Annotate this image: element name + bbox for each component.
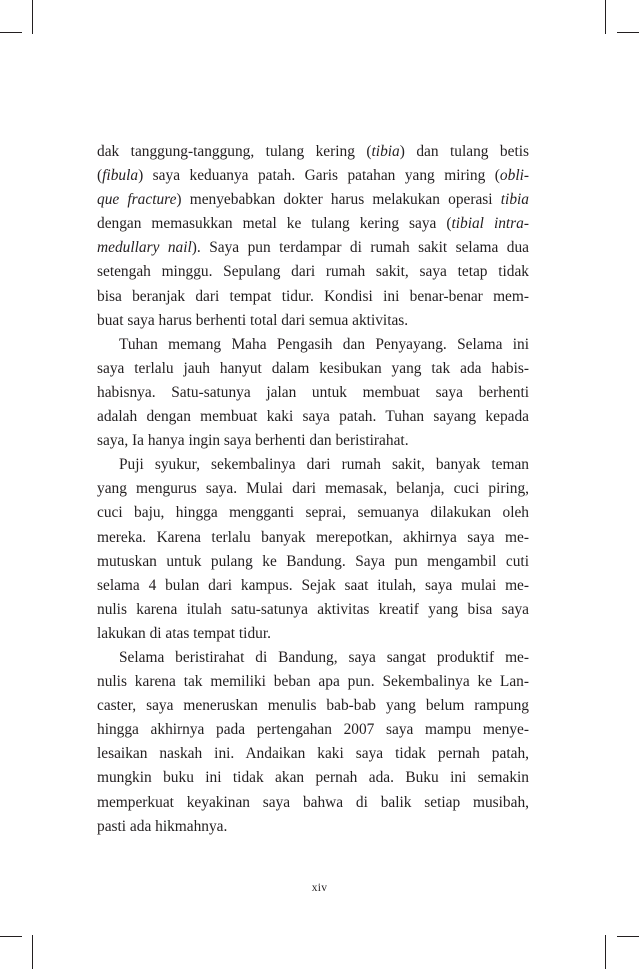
text-run: nulis karena tak memiliki beban apa pun. Sekembalinya ke Lan- (97, 673, 529, 691)
text-run: mungkin buku ini tidak akan pernah ada. Buku ini semakin (97, 769, 529, 787)
crop-mark-top-left-h (0, 32, 22, 33)
text-run: selama 4 bulan dari kampus. Sejak saat itulah, saya mulai me- (97, 576, 529, 594)
text-run: pasti ada hikmahnya. (97, 817, 228, 835)
crop-mark-top-right-h (617, 32, 639, 33)
italic-term: medullary nail (97, 239, 192, 257)
text-run: lesaikan naskah ini. Andaikan kaki saya tidak pernah patah, (97, 745, 529, 763)
text-run: saya terlalu jauh hanyut dalam kesibukan yang tak ada habis- (97, 359, 529, 377)
text-line (97, 405, 529, 429)
crop-mark-top-left (32, 0, 33, 34)
crop-mark-bottom-left (32, 935, 33, 969)
text-line (97, 212, 529, 236)
text-line (97, 429, 529, 453)
text-run: hingga akhirnya pada pertengahan 2007 saya mampu menye- (97, 721, 529, 739)
text-run: ) menyebabkan dokter harus melakukan operasi (176, 191, 501, 209)
text-line (97, 188, 529, 212)
text-run: dak tanggung-tanggung, tulang kering ( (97, 143, 372, 160)
italic-term: tibia (500, 191, 529, 209)
text-run: memperkuat keyakinan saya bahwa di balik setiap musibah, (97, 793, 529, 811)
paragraph (97, 453, 529, 646)
paragraph (97, 646, 529, 839)
text-run: dengan memasukkan metal ke tulang kering saya ( (97, 215, 452, 233)
body-text (97, 140, 529, 839)
text-line (97, 791, 529, 815)
text-run: ) dan tulang betis (399, 143, 529, 160)
text-run: cuci baju, hingga mengganti seprai, semuanya dilakukan oleh (97, 504, 529, 522)
italic-term: fibula (102, 167, 139, 185)
text-line (97, 236, 529, 260)
text-run: mutuskan untuk pulang ke Bandung. Saya pun mengambil cuti (97, 552, 529, 570)
text-line (97, 670, 529, 694)
text-line (97, 598, 529, 622)
text-line (97, 815, 529, 839)
text-run: setengah minggu. Sepulang dari rumah sakit, saya tetap tidak (97, 263, 529, 281)
text-run: ( (97, 167, 103, 185)
text-run: caster, saya meneruskan menulis bab-bab yang belum rampung (97, 697, 529, 715)
text-run: bisa beranjak dari tempat tidur. Kondisi ini benar-benar mem- (97, 287, 529, 305)
text-run: yang mengurus saya. Mulai dari memasak, belanja, cuci piring, (97, 480, 529, 498)
text-run: ). Saya pun terdampar di rumah sakit selama dua (191, 239, 529, 257)
text-line (97, 622, 529, 646)
text-run: mereka. Karena terlalu banyak merepotkan, akhirnya saya me- (97, 528, 529, 546)
text-line (97, 140, 529, 164)
text-line (97, 333, 529, 357)
text-run: Selama beristirahat di Bandung, saya sangat produktif me- (119, 648, 529, 666)
text-line (97, 357, 529, 381)
paragraph (97, 333, 529, 453)
italic-term: tibia (371, 143, 400, 160)
text-line (97, 309, 529, 333)
text-run: adalah dengan membuat kaki saya patah. Tuhan sayang kepada (97, 408, 529, 426)
text-line (97, 501, 529, 525)
text-line (97, 526, 529, 550)
text-run: nulis karena itulah satu-satunya aktivitas kreatif yang bisa saya (97, 600, 529, 618)
text-run: Tuhan memang Maha Pengasih dan Penyayang. Selama ini (119, 335, 529, 353)
crop-mark-bottom-left-h (0, 936, 22, 937)
text-line (97, 477, 529, 501)
text-line (97, 694, 529, 718)
text-run: lakukan di atas tempat tidur. (97, 624, 271, 642)
page-number: xiv (311, 882, 328, 894)
text-run: habisnya. Satu-satunya jalan untuk membuat saya berhenti (97, 383, 529, 401)
text-line (97, 718, 529, 742)
text-run: Puji syukur, sekembalinya dari rumah sakit, banyak teman (119, 456, 529, 474)
text-line (97, 742, 529, 766)
text-line (97, 550, 529, 574)
text-line (97, 285, 529, 309)
text-run: saya, Ia hanya ingin saya berhenti dan beristirahat. (97, 432, 409, 450)
crop-mark-bottom-right (605, 935, 606, 969)
text-line (97, 260, 529, 284)
text-line (97, 766, 529, 790)
text-run: ) saya keduanya patah. Garis patahan yang miring ( (138, 167, 500, 185)
crop-mark-bottom-right-h (617, 936, 639, 937)
text-line (97, 453, 529, 477)
text-line (97, 574, 529, 598)
text-line (97, 381, 529, 405)
text-run: buat saya harus berhenti total dari semua aktivitas. (97, 311, 409, 329)
text-line (97, 164, 529, 188)
paragraph (97, 140, 529, 333)
text-line (97, 646, 529, 670)
italic-term: que fracture (97, 191, 177, 209)
crop-mark-top-right (605, 0, 606, 34)
italic-term: tibial intra- (451, 215, 529, 233)
italic-term: obli- (499, 167, 529, 185)
